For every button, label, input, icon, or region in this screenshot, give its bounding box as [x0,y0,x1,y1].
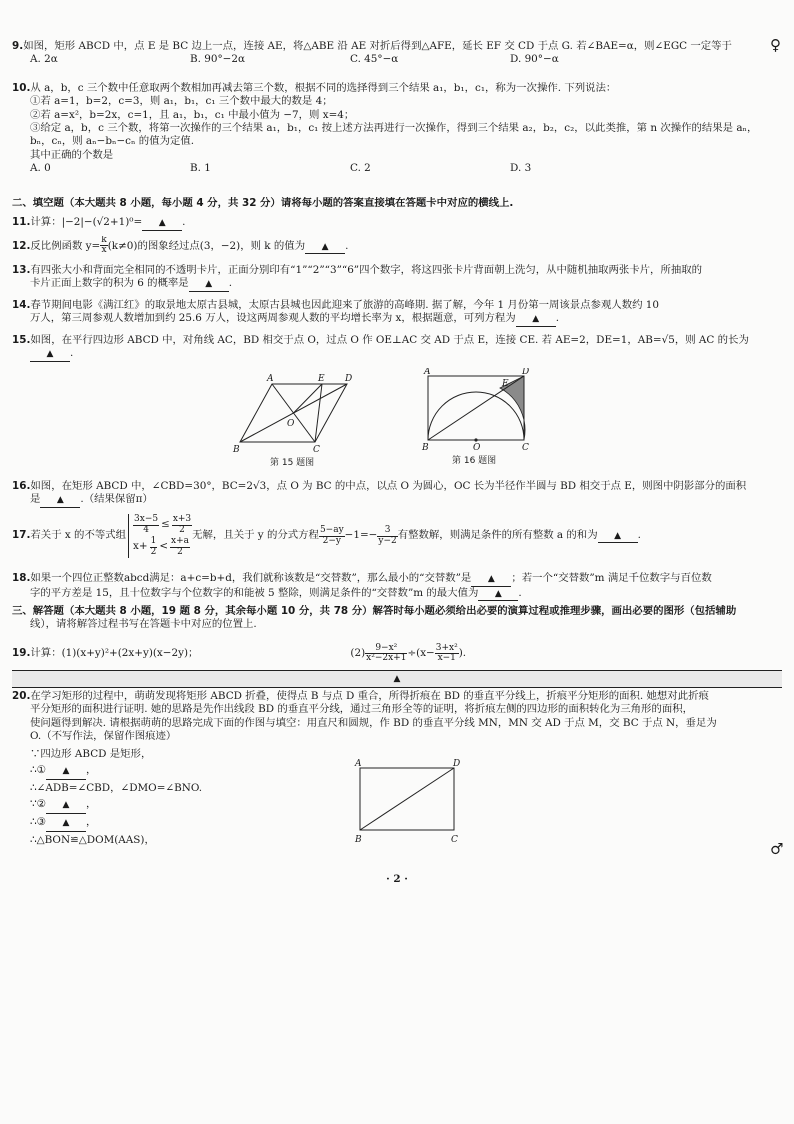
question-13: 13.有四张大小和背面完全相同的不透明卡片，正面分别印有“1”“2”“3”“6”四个数字，将这四张卡片背面朝上洗匀，从中随机抽取两张卡片，所抽取的 卡片正面上数字的积为 6 的概率是▲ . [12,264,782,292]
question-text: 如图，矩形 ABCD 中，点 E 是 BC 边上一点，连接 AE，将△ABE 沿 AE 对折后得到△AFE，延长 EF 交 CD 于点 G. 若∠BAE=α，则∠EGC 一定等于 [23,40,732,52]
statement-3-cont: bₙ，cₙ，则 aₙ−bₙ−cₙ 的值为定值. [30,135,195,148]
question-text: 如图，在矩形 ABCD 中，∠CBD=30°，BC=2√3，点 O 为 BC 的中点，以点 O 为圆心，OC 长为半径作半圆与 BD 相交于点 E，则图中阴影部分的面积 [30,480,747,492]
question-number: 14. [12,299,31,311]
question-15: 15.如图，在平行四边形 ABCD 中，对角线 AC，BD 相交于点 O，过点 O 作 OE⊥AC 交 AD 于点 E，连接 CE. 若 AE=2，DE=1，AB=√5，则 AC 的长为 ▲. [12,334,782,362]
question-text-cont: 无解，且关于 y 的分式方程 [192,529,319,542]
question-text: 春节期间电影《满江红》的取景地太原古县城，太原古县城也因此迎来了旅游的高峰期. 据了解，今年 1 月份第一周该景点参观人数约 10 [30,299,660,311]
label-d: D [522,368,530,377]
question-18: 18.如果一个四位正整数abcd满足：a+c=b+d，我们就称该数是“交替数”，那么最小的“交替数”是▲ ；若一个“交替数”m 满足千位数字与百位数 字的平方差是 15，且十位数字与个位数字的和能被 5 整除，则满足条件的“交替数”m 的最大值为▲ . [12,572,782,601]
denominator: x [101,245,107,256]
denominator: 4 [143,524,149,535]
label-d: D [453,759,461,769]
statement-1: ①若 a=1，b=2，c=3，则 a₁，b₁，c₁ 三个数中最大的数是 4； [30,95,333,108]
proof-step: ∴③ [30,816,46,829]
numerator: x+a [171,536,190,547]
fraction [170,537,190,557]
inequality-2 [133,536,192,558]
question-note: （结果保留π） [83,493,153,506]
question-text: 如图，在平行四边形 ABCD 中，对角线 AC，BD 相交于点 O，过点 O 作 OE⊥AC 交 AD 于点 E，连接 CE. 若 AE=2，DE=1，AB=√5，则 AC 的长为 [30,334,749,346]
question-text-cont: 卡片正面上数字的积为 6 的概率是 [30,277,189,290]
question-text-cont: ；若一个“交替数”m 满足千位数字与百位数 [511,572,712,584]
denominator: 2 [177,546,183,557]
question-11: 11.计算：|−2|−(√2+1)⁰=▲ . [12,216,782,231]
answer-blank [142,216,182,231]
answer-blank [40,493,80,508]
parallelogram-diagram [222,370,372,454]
options [12,162,782,175]
operator: < [159,540,169,553]
question-16: 16.如图，在矩形 ABCD 中，∠CBD=30°，BC=2√3，点 O 为 BC 的中点，以点 O 为圆心，OC 长为半径作半圆与 BD 相交于点 E，则图中阴影部分的面积 是▲ .（结果保留π） [12,480,782,508]
label-a: A [267,374,274,384]
margin-mark-bottom: ♂ [770,840,784,858]
inequality-system [128,514,192,558]
figure-15 [222,370,372,474]
figure-caption: 第 15 题图 [270,458,315,468]
label-e: E [318,374,325,384]
option-b: B. 1 [190,161,211,174]
answer-blank [30,347,70,362]
answer-blank [516,312,556,327]
label-e: E [502,379,509,389]
section-fill-in [12,197,782,210]
proof-step: ∴① [30,764,46,777]
denominator: 2 [150,546,157,557]
numerator: 1 [150,536,157,547]
denominator: 2 [179,524,185,535]
proof-steps: ∵四边形 ABCD 是矩形， ∴①▲ ， ∴∠ADB=∠CBD，∠DMO=∠BNO. ∵②▲ ， ∴③▲ ， ∴△BON≌△DOM(AAS)， [12,746,782,848]
option-a: A. 0 [30,161,51,174]
section-solutions [12,605,782,632]
overlined-number: abcd [123,572,150,584]
label-c: C [313,445,320,454]
question-number: 17. [12,529,31,542]
label-b: B [422,443,429,453]
label-o: O [473,443,481,453]
question-text-cont: 使问题得到解决. 请根据萌萌的思路完成下面的作图与填空：用直尺和圆规，作 BD 的垂直平分线 MN，MN 交 AD 于点 M，交 BC 于点 N，垂足为 [30,716,717,729]
question-text-cont: O.（不写作法，保留作图痕迹） [30,729,177,742]
term: x+ [133,540,148,553]
question-number: 10. [12,82,31,94]
rectangle-diagram [352,758,462,844]
fraction [100,236,107,256]
question-19 [12,644,782,664]
question-14: 14.春节期间电影《满江红》的取景地太原古县城，太原古县城也因此迎来了旅游的高峰期. 据了解，今年 1 月份第一周该景点参观人数约 10 万人，第三周参观人数增加到约 25.6 万人，设这两周参观人数的平均增长率为 x，根据题意，可列方程为▲ . [12,299,782,327]
statement-2: ②若 a=x²，b=2x，c=1，且 a₁，b₁，c₁ 中最小值为 −7，则 x=4； [30,108,355,121]
denominator: x−1 [437,653,456,664]
answer-blank [46,814,86,832]
question-number: 9. [12,40,24,52]
fraction [377,526,397,546]
question-text-cont: 是 [30,493,41,506]
answer-blank [189,277,229,292]
fraction [435,644,459,664]
label-c: C [451,835,458,844]
fraction [319,526,345,546]
label-b: B [233,445,240,454]
question-number: 12. [12,239,31,252]
question-text-cont: (k≠0)的图象经过点(3，−2)，则 k 的值为 [107,239,306,252]
operator: ≤ [161,518,170,531]
margin-mark-top: ♀ [770,36,781,54]
statement-3: ③给定 a，b，c 三个数，将第一次操作的三个结果 a₁，b₁，c₁ 按上述方法再进行一次操作，得到三个结果 a₂，b₂，c₂，以此类推，第 n 次操作的结果是 aₙ， [30,121,758,134]
figure-caption: 第 16 题图 [452,456,497,466]
rectangle-semicircle-diagram [418,368,548,454]
section-heading-cont: 线），请将解答过程书写在答题卡中对应的位置上. [30,618,257,631]
closing: ). [458,647,467,660]
question-text: 如果一个四位正整数 [30,572,124,584]
question-number: 19. [12,647,31,660]
answer-blank [46,796,86,814]
denominator: x²−2x+1 [366,653,407,664]
fraction [133,515,159,535]
proof-step: ∵② [30,798,46,811]
question-text-cont: 满足：a+c=b+d，我们就称该数是“交替数”，那么最小的“交替数”是 [149,572,472,584]
fraction [365,644,407,664]
figure-20 [352,758,462,844]
denominator: y−2 [378,535,397,546]
section-heading: 三、解答题（本大题共 8 小题，19 题 8 分，其余每小题 10 分，共 78 分）解答时每小题必须给出必要的演算过程或推理步骤，画出必要的图形（包括辅助 [12,605,737,617]
question-text-end: 有整数解，则满足条件的所有整数 a 的和为 [397,529,598,542]
option-d: D. 90°−α [510,53,559,66]
question-prompt: 其中正确的个数是 [30,148,114,161]
options [12,53,782,66]
question-number: 20. [12,690,31,702]
answer-blank [46,762,86,780]
question-number: 11. [12,216,31,228]
fraction [150,537,158,557]
option-c: C. 45°−α [350,53,399,66]
figure-16 [418,368,548,474]
question-text: 反比例函数 y= [30,239,101,252]
inequality-1 [133,514,192,536]
part-1: 计算：(1)(x+y)²+(2x+y)(x−2y)； [30,647,199,660]
operator: −1=− [344,529,378,542]
operator: ÷(x− [407,647,435,660]
question-text: 若关于 x 的不等式组 [30,529,127,542]
question-17: 17. 若关于 x 的不等式组 $\frac{3x-5}{4}$ ≤ $\frac{x+3}{2}$ x+ $\frac{1}{2}$ < $\frac{x+a}{2}$ 无解，且关于 y 的分式方程 $\frac{5-ay}{2-y}$ −1=− $\frac{3}{y-2}$ 有整数解，则满足条件的所有整数 a 的和为 ▲ . [12,514,782,558]
label-d: D [345,374,353,384]
proof-step: ∴△BON≌△DOM(AAS)， [30,834,155,847]
option-c: C. 2 [350,161,371,174]
numerator: x+3 [172,514,192,525]
numerator: 3+x² [435,643,458,653]
question-text: 计算：|−2|−(√2+1)⁰= [30,216,143,228]
section-heading: 二、填空题（本大题共 8 小题，每小题 4 分，共 32 分）请将每小题的答案直接填在答题卡中对应的横线上. [12,197,514,209]
question-number: 16. [12,480,31,492]
question-number: 15. [12,334,31,346]
question-12: 12.反比例函数 y= $\frac{k}{x}$ (k≠0)的图象经过点(3，−2)，则 k 的值为▲ . [12,236,782,256]
label-b: B [355,835,362,844]
option-d: D. 3 [510,161,532,174]
option-b: B. 90°−2α [190,53,245,66]
label-a: A [424,368,431,377]
answer-divider: ▲ [12,670,782,688]
numerator: 3 [377,526,397,536]
answer-blank [305,240,345,255]
fraction [172,515,192,535]
question-text: 有四张大小和背面完全相同的不透明卡片，正面分别印有“1”“2”“3”“6”四个数字，将这四张卡片背面朝上洗匀，从中随机抽取两张卡片，所抽取的 [30,264,703,276]
part-2-label: (2) [350,647,366,660]
question-number: 13. [12,264,31,276]
option-a: A. 2α [30,53,58,66]
page-number: · 2 · [386,873,408,885]
label-c: C [522,443,529,453]
answer-blank [478,587,518,602]
label-a: A [355,759,362,769]
question-text-cont: 万人，第三周参观人数增加到约 25.6 万人，设这两周参观人数的平均增长率为 x，根据题意，可列方程为 [30,312,516,325]
question-9 [12,40,782,67]
numerator: 9−x² [365,644,407,654]
denominator: 2−y [322,535,341,546]
proof-step: ∵四边形 ABCD 是矩形， [30,748,152,761]
question-text: 从 a，b，c 三个数中任意取两个数相加再减去第三个数，根据不同的选择得到三个结果 a₁，b₁，c₁，称为一次操作. 下列说法： [30,82,617,94]
label-o: O [287,419,295,429]
numerator: k [101,236,107,245]
answer-blank [471,572,511,587]
question-text: 在学习矩形的过程中，萌萌发现将矩形 ABCD 折叠，使得点 B 与点 D 重合，所得折痕在 BD 的垂直平分线上，折痕平分矩形的面积. 她想对此折痕 [30,690,709,702]
question-text-cont: 平分矩形的面积进行证明. 她的思路是先作出线段 BD 的垂直平分线，通过三角形全等的证明，将折痕左侧的四边形的面积转化为三角形的面积， [30,703,693,716]
numerator: 5−ay [319,525,344,536]
question-10 [12,82,782,175]
answer-blank [598,529,638,544]
question-text-cont: 字的平方差是 15，且十位数字与个位数字的和能被 5 整除，则满足条件的“交替数”m 的最大值为 [30,586,479,599]
proof-step: ∴∠ADB=∠CBD，∠DMO=∠BNO. [30,782,203,795]
numerator: 3x−5 [134,514,159,525]
question-number: 18. [12,572,31,584]
